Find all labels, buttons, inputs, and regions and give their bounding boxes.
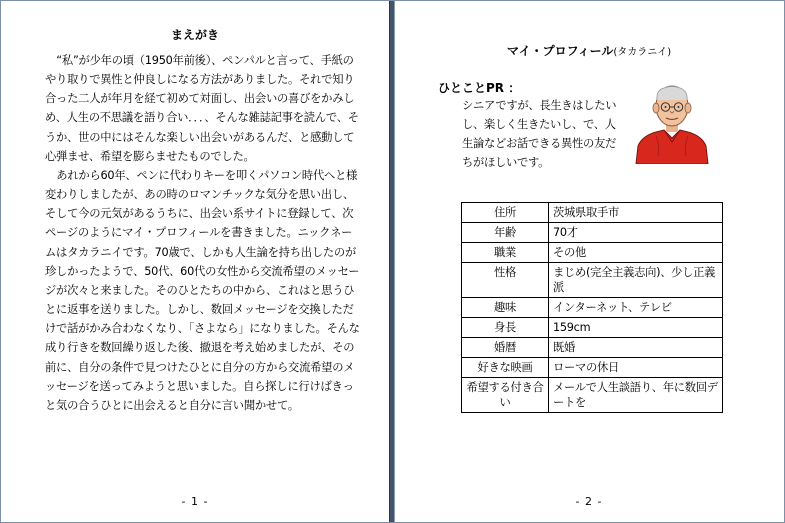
row-value: その他 <box>549 243 723 263</box>
elderly-man-portrait-icon <box>634 80 710 164</box>
row-label: 職業 <box>462 243 549 263</box>
row-label: 婚暦 <box>462 338 549 358</box>
table-row <box>462 298 723 318</box>
table-row <box>462 378 723 413</box>
page-number: - 2 - <box>575 495 603 508</box>
row-label: 趣味 <box>462 298 549 318</box>
table-row <box>462 318 723 338</box>
table-row <box>462 223 723 243</box>
page-1 <box>1 1 389 522</box>
profile-title <box>394 42 784 59</box>
row-label: 好きな映画 <box>462 358 549 378</box>
profile-title-text: マイ・プロフィール <box>506 44 614 58</box>
page-2 <box>394 1 784 522</box>
row-value: ローマの休日 <box>549 358 723 378</box>
table-row <box>462 338 723 358</box>
row-value: 159cm <box>549 318 723 338</box>
row-label: 性格 <box>462 263 549 298</box>
table-row <box>462 243 723 263</box>
profile-table <box>461 202 723 413</box>
paragraph-1: “私”が少年の頃（1950年前後）、ペンパルと言って、手紙のやり取りで異性と仲良しになる方法がありました。それで知り合った二人が年月を経て初めて対面し、出会いの喜びをかみしめ、人生の不思議を語り合い．．．、そんな雑誌記事を読んで、そうか、世の中にはそんな楽しい出会いがあるんだ、と感動して心弾ませ、希望を膨らませたものでした。 <box>45 54 359 163</box>
pr-label: ひとことPR ： <box>438 81 521 95</box>
row-value: 70才 <box>549 223 723 243</box>
row-value: 既婚 <box>549 338 723 358</box>
row-value: 茨城県取手市 <box>549 203 723 223</box>
row-value: メールで人生談語り、年に数回デートを <box>549 378 723 413</box>
table-row <box>462 263 723 298</box>
preface-body <box>45 51 360 415</box>
table-row <box>462 203 723 223</box>
row-label: 住所 <box>462 203 549 223</box>
table-row <box>462 358 723 378</box>
page-number: - 1 - <box>181 495 209 508</box>
row-value: まじめ(完全主義志向)、少し正義派 <box>549 263 723 298</box>
profile-title-note: (タカラニイ) <box>613 47 672 58</box>
row-value: インターネット、テレビ <box>549 298 723 318</box>
pr-text: シニアですが、長生きはしたいし、楽しく生きたいし、で、人生論などお話できる異性の友だちがほしいです。 <box>462 99 617 169</box>
paragraph-2: あれから60年、ペンに代わりキーを叩くパソコン時代へと様変わりしましたが、あの時のロマンチックな気分を思い出し、そして今の元気があるうちに、出会い系サイトに登録して、次ページのようにマイ・プロフィールを書きました。ニックネームはタカラニイです。70歳で、しかも人生論を持ち出したのが珍しかったようで、50代、60代の女性から交流希望のメッセージが次々と来ました。そのひとたちの中から、これはと思うひとに返事を送りました。しかし、数回メッセージを交換しただけで話がかみ合わなくなり、「さよなら」になりました。そんな成り行きを数回繰り返した後、撤退を考え始めましたが、その前に、自分の条件で見つけたひとに自分の方から交流希望のメッセージを送ってみようと思いました。自ら探しに行けばきっと気の合うひとに出会えると自分に言い聞かせて。 <box>45 168 360 412</box>
row-label: 年齢 <box>462 223 549 243</box>
row-label: 希望する付き合い <box>462 378 549 413</box>
row-label: 身長 <box>462 318 549 338</box>
page-title: まえがき <box>170 28 219 42</box>
